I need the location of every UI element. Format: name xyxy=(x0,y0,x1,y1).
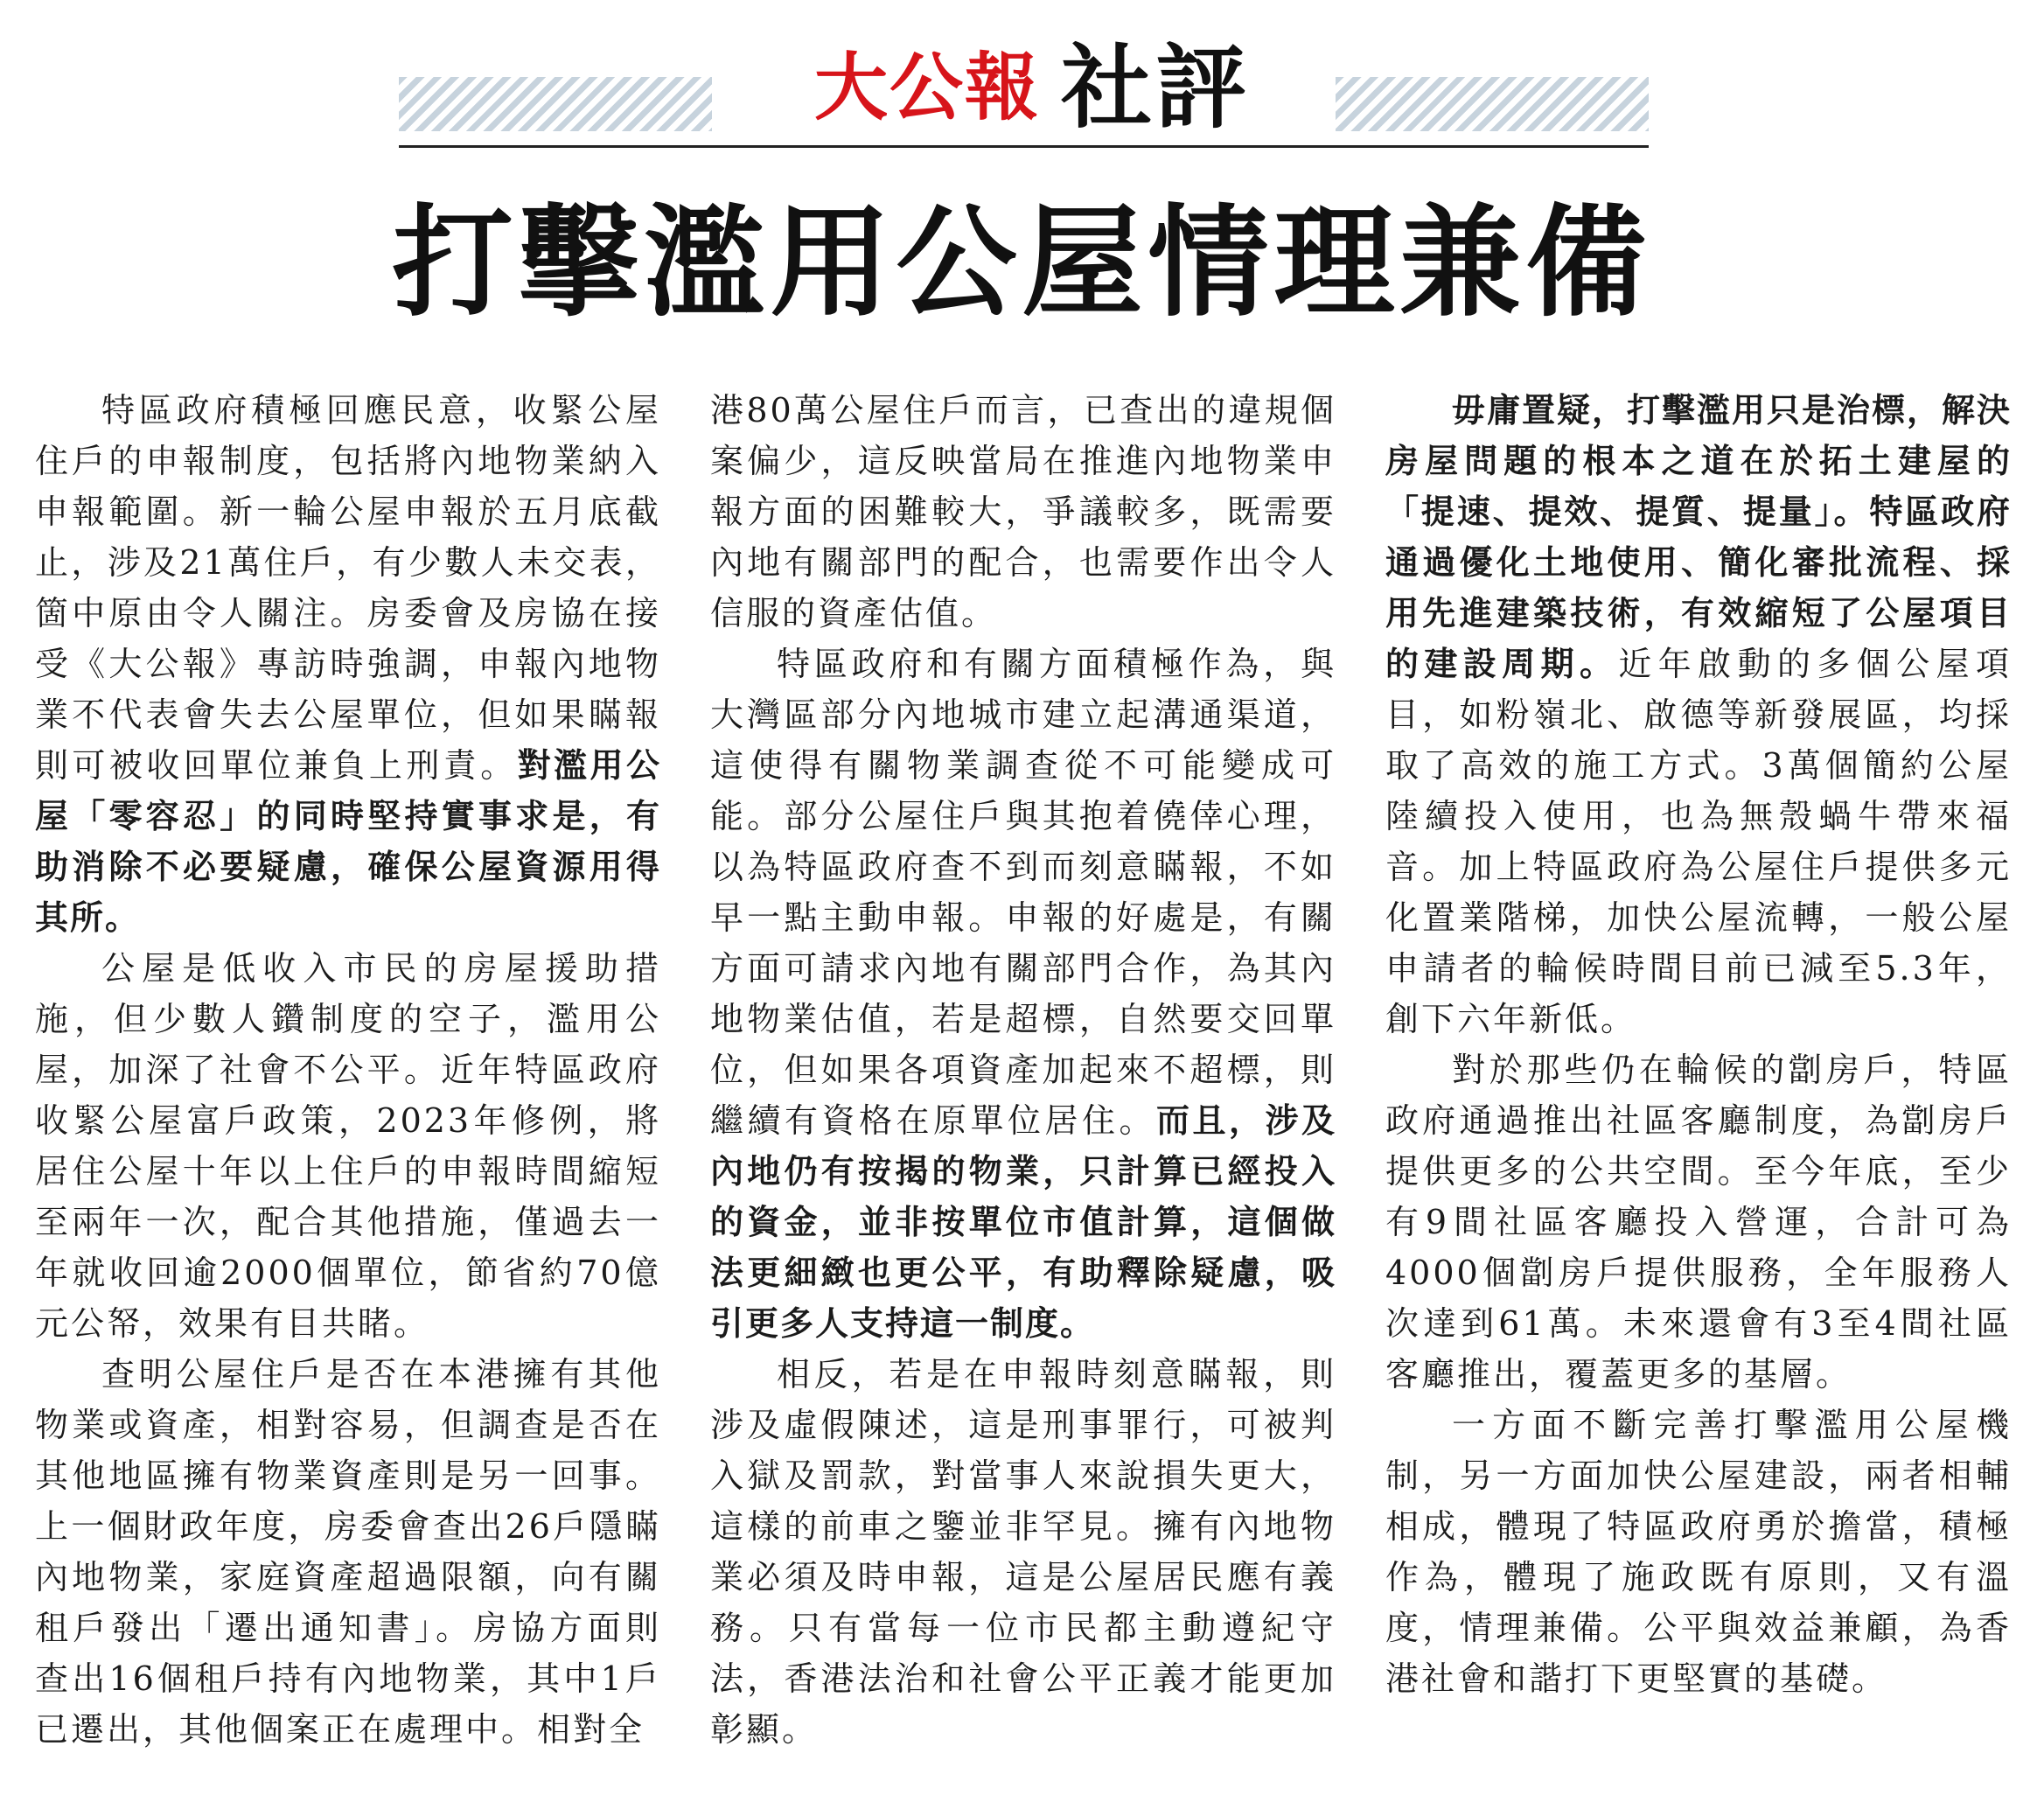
paragraph-text: 特區政府和有關方面積極作為，與大灣區部分內地城市建立起溝通渠道，這使得有關物業調查從不可能變成可能。部分公屋住戶與其抱着僥倖心理，以為特區政府查不到而刻意瞞報，不如早一點主動申報。申報的好處是，有關方面可請求內地有關部門合作，為其內地物業估值，若是超標，自然要交回單位，但如果各項資產加起來不超標，則繼續有資格在原單位居住。 xyxy=(710,645,1336,1140)
paragraph xyxy=(710,1349,1336,1755)
article-column-1 xyxy=(35,385,661,1755)
paragraph xyxy=(1385,1400,2012,1704)
masthead-brand xyxy=(761,35,1303,140)
paragraph xyxy=(710,639,1336,1349)
decorative-hatch-left xyxy=(399,77,712,131)
article-column-2 xyxy=(710,385,1336,1755)
paragraph-text: 查明公屋住戶是否在本港擁有其他物業或資產，相對容易，但調查是否在其他地區擁有物業資產則是另一回事。上一個財政年度，房委會查出26戶隱瞞內地物業，家庭資產超過限額，向有關租戶發出「遷出通知書」。房協方面則查出16個租戶持有內地物業，其中1戶已遷出，其他個案正在處理中。相對全 xyxy=(35,1355,661,1749)
decorative-hatch-right xyxy=(1336,77,1649,131)
article-column-3 xyxy=(1385,385,2012,1704)
paragraph-emphasis: 對濫用公屋「零容忍」的同時堅持實事求是，有助消除不必要疑慮，確保公屋資源用得其所。 xyxy=(35,746,661,937)
paragraph-emphasis: 毋庸置疑，打擊濫用只是治標，解決房屋問題的根本之道在於拓土建屋的「提速、提效、提質、提量」。特區政府通過優化土地使用、簡化審批流程、採用先進建築技術，有效縮短了公屋項目的建設周期。 xyxy=(1385,391,2013,683)
newspaper-logo: 大公報 xyxy=(813,45,1040,130)
editorial-headline: 打擊濫用公屋情理兼備 xyxy=(392,191,1652,333)
section-label: 社評 xyxy=(1061,33,1251,141)
paragraph-text: 對於那些仍在輪候的劏房戶，特區政府通過推出社區客廳制度，為劏房戶提供更多的公共空間。至今年底，至少有9間社區客廳投入營運，合計可為4000個劏房戶提供服務，全年服務人次達到61萬。未來還會有3至4間社區客廳推出，覆蓋更多的基層。 xyxy=(1385,1051,2012,1393)
paragraph-text: 近年啟動的多個公屋項目，如粉嶺北、啟德等新發展區，均採取了高效的施工方式。3萬個簡約公屋陸續投入使用，也為無殼蝸牛帶來福音。加上特區政府為公屋住戶提供多元化置業階梯，加快公屋流轉，一般公屋申請者的輪候時間目前已減至5.3年，創下六年新低。 xyxy=(1385,645,2012,1038)
paragraph xyxy=(35,385,661,943)
paragraph xyxy=(35,1349,661,1755)
paragraph xyxy=(1385,1044,2012,1400)
masthead-rule xyxy=(399,145,1649,148)
paragraph xyxy=(1385,385,2012,1044)
paragraph-text: 港80萬公屋住戶而言，已查出的違規個案偏少，這反映當局在推進內地物業申報方面的困難較大，爭議較多，既需要內地有關部門的配合，也需要作出令人信服的資產估值。 xyxy=(710,391,1336,632)
paragraph xyxy=(35,943,661,1349)
paragraph-emphasis: 而且，涉及內地仍有按揭的物業，只計算已經投入的資金，並非按單位市值計算，這個做法更細緻也更公平，有助釋除疑慮，吸引更多人支持這一制度。 xyxy=(710,1101,1336,1343)
paragraph-text: 一方面不斷完善打擊濫用公屋機制，另一方面加快公屋建設，兩者相輔相成，體現了特區政府勇於擔當，積極作為，體現了施政既有原則，又有溫度，情理兼備。公平與效益兼顧，為香港社會和諧打下更堅實的基礎。 xyxy=(1385,1406,2012,1698)
paragraph-text: 相反，若是在申報時刻意瞞報，則涉及虛假陳述，這是刑事罪行，可被判入獄及罰款，對當事人來說損失更大，這樣的前車之鑒並非罕見。擁有內地物業必須及時申報，這是公屋居民應有義務。只有當每一位市民都主動遵紀守法，香港法治和社會公平正義才能更加彰顯。 xyxy=(710,1355,1336,1749)
paragraph-text: 公屋是低收入市民的房屋援助措施，但少數人鑽制度的空子，濫用公屋，加深了社會不公平。近年特區政府收緊公屋富戶政策，2023年修例，將居住公屋十年以上住戶的申報時間縮短至兩年一次，配合其他措施，僅過去一年就收回逾2000個單位，節省約70億元公帑，效果有目共睹。 xyxy=(35,949,661,1343)
masthead xyxy=(0,0,2044,140)
paragraph-text: 特區政府積極回應民意，收緊公屋住戶的申報制度，包括將內地物業納入申報範圍。新一輪公屋申報於五月底截止，涉及21萬住戶，有少數人未交表，箇中原由令人關注。房委會及房協在接受《大公報》專訪時強調，申報內地物業不代表會失去公屋單位，但如果瞞報則可被收回單位兼負上刑責。 xyxy=(35,391,661,785)
paragraph xyxy=(710,385,1336,639)
